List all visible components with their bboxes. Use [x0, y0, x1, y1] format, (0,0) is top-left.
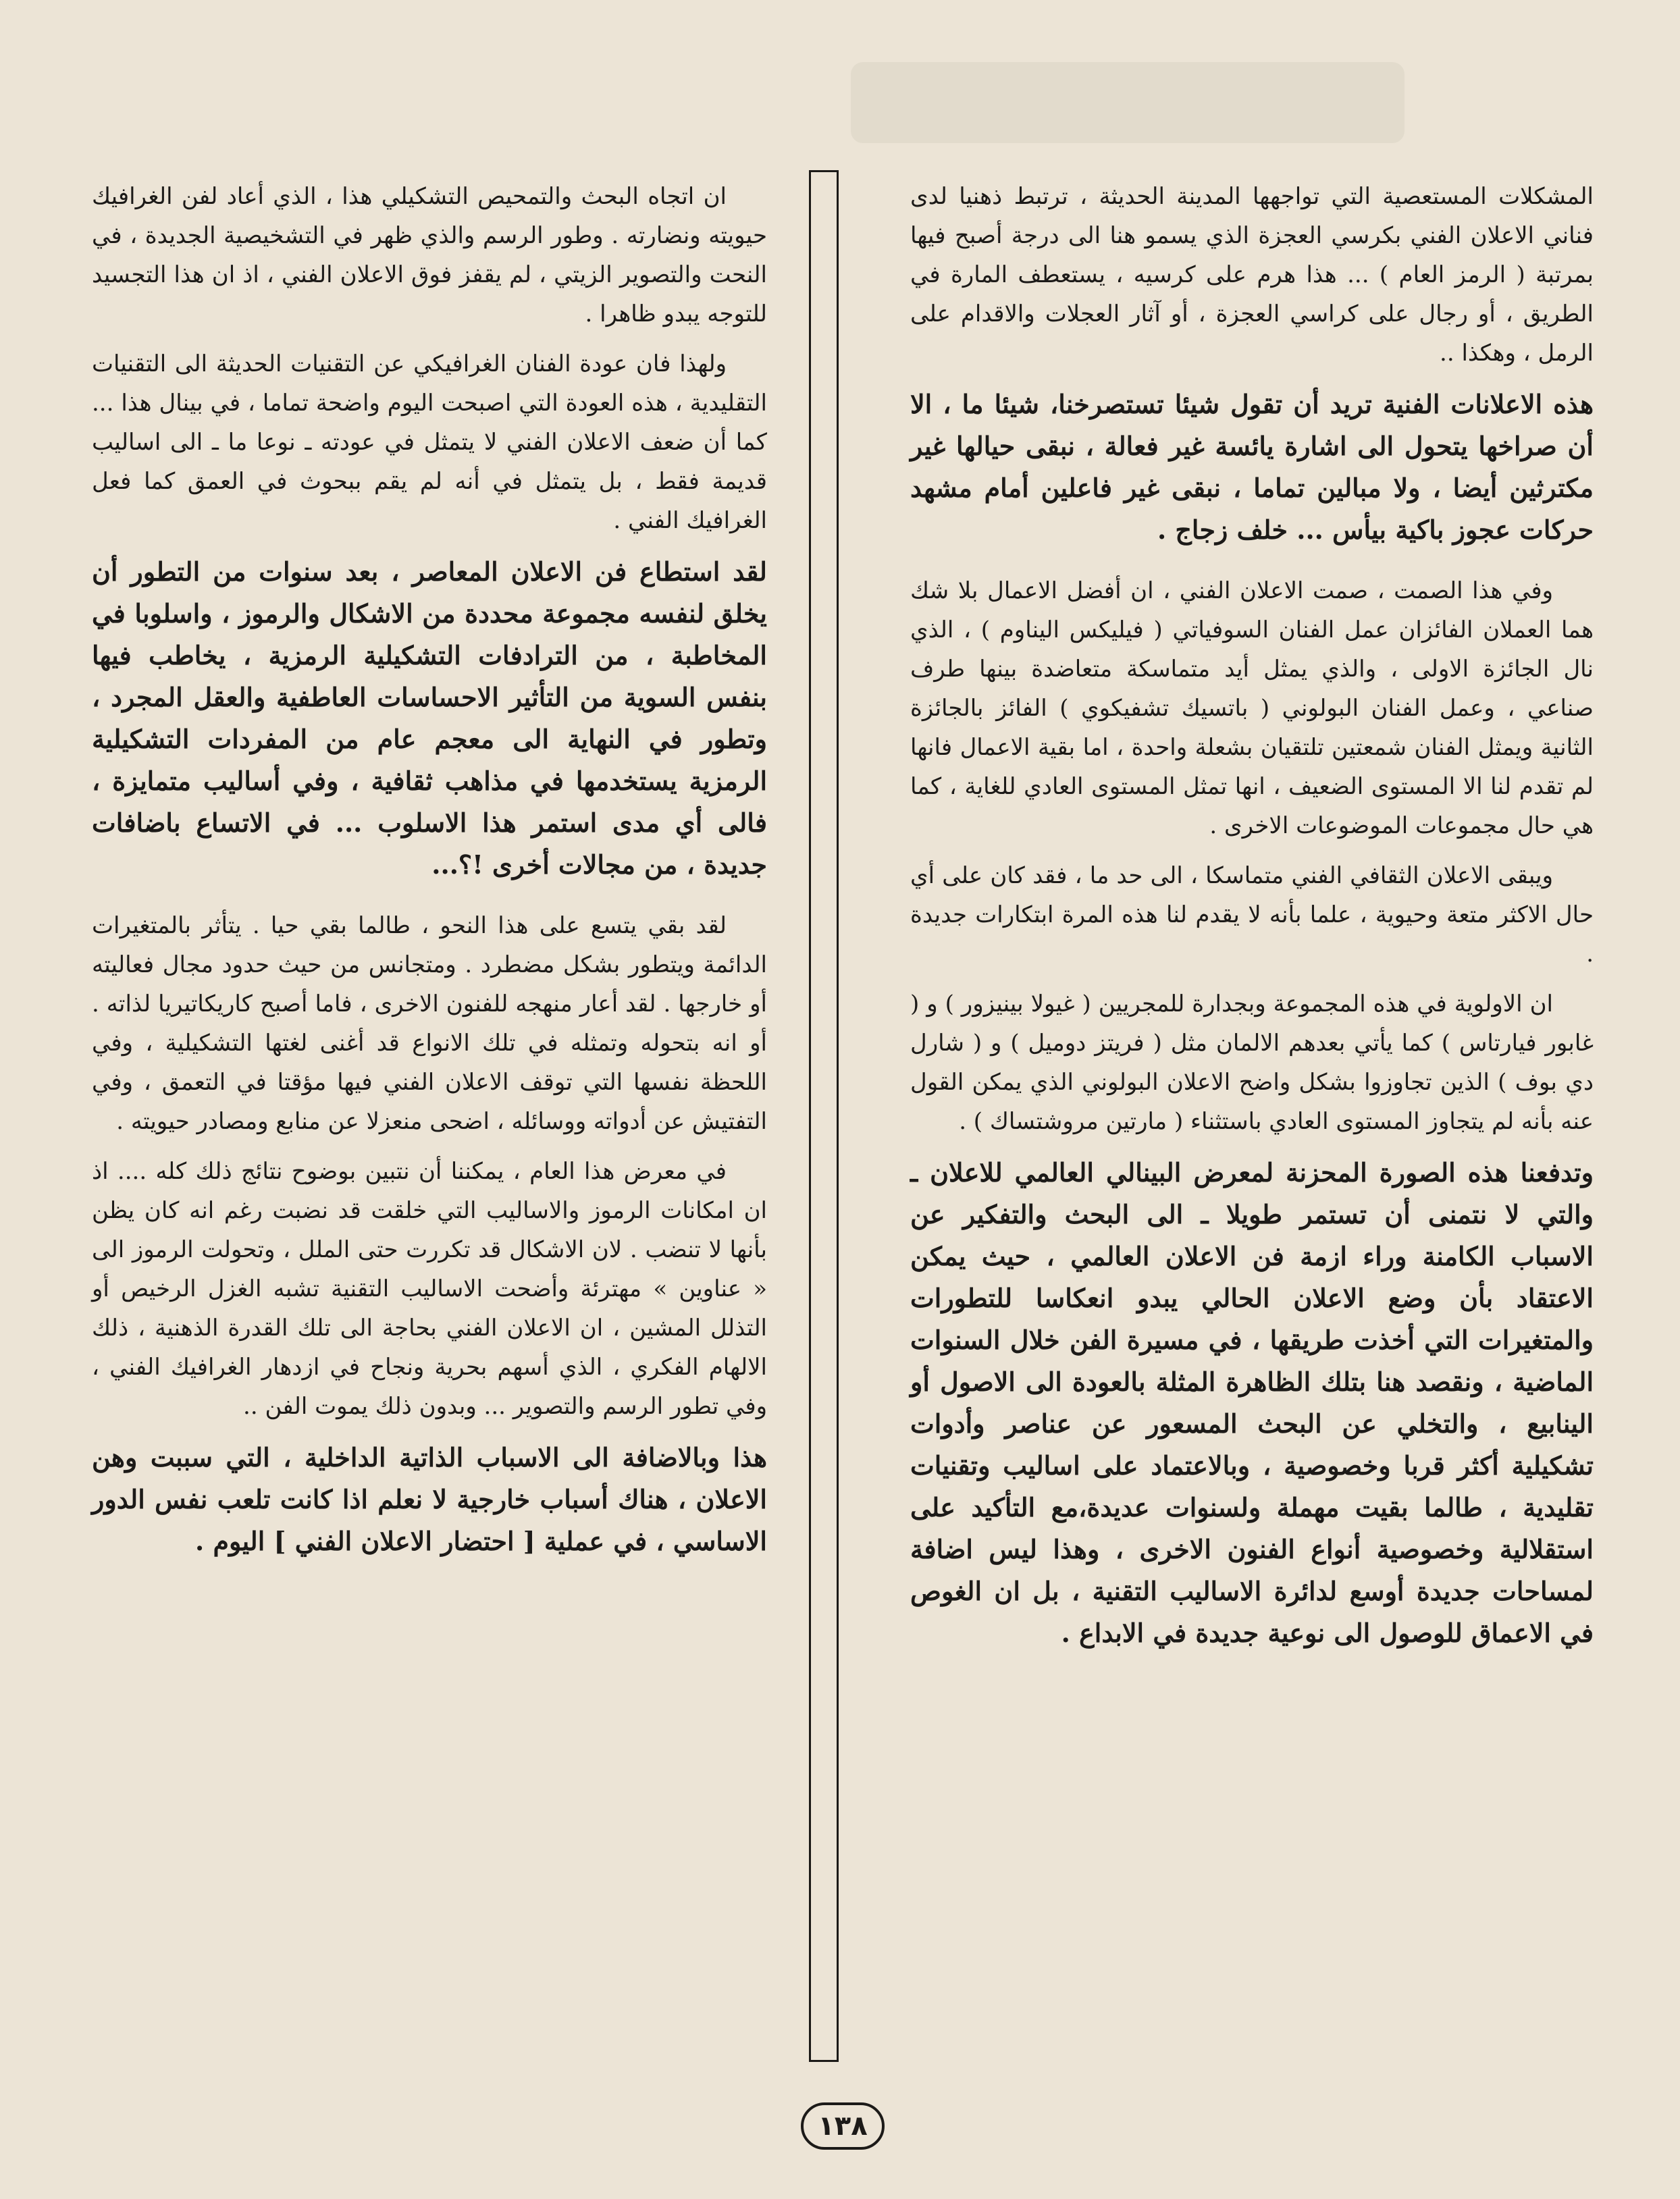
paragraph: وفي هذا الصمت ، صمت الاعلان الفني ، ان أفضل الاعمال بلا شك هما العملان الفائزان عمل الفنان السوفياتي ( فيليكس اليناوم ) ، الذي نال الجائزة الاولى ، والذي يمثل أيد متماسكة متعاضدة بينها طرف صناعي ، وعمل الفنان البولوني ( باتسيك تشفيكوي ) الفائز بالجائزة الثانية ويمثل الفنان شمعتين تلتقيان بشعلة واحدة ، اما بقية الاعمال فانها لم تقدم لنا الا المستوى الضعيف ، انها تمثل المستوى العادي للغاية ، كما هي حال مجموعات الموضوعات الاخرى . — [910, 577, 1594, 839]
bold-paragraph: وتدفعنا هذه الصورة المحزنة لمعرض البينالي العالمي للاعلان ـ والتي لا نتمنى أن تستمر طويلا ـ الى البحث والتفكير عن الاسباب الكامنة وراء ازمة فن الاعلان العالمي ، حيث يمكن الاعتقاد بأن وضع الاعلان الحالي يبدو انعكاسا للتطورات والمتغيرات التي أخذت طريقها ، في مسيرة الفن خلال السنوات الماضية ، ونقصد هنا بتلك الظاهرة المثلة بالعودة الى الاصول أو الينابيع ، والتخلي عن البحث المسعور عن عناصر وأدوات تشكيلية أكثر قربا وخصوصية ، وبالاعتماد على اساليب وتقنيات تقليدية ، طالما بقيت مهملة ولسنوات عديدة،مع التأكيد على استقلالية وخصوصية أنواع الفنون الاخرى ، وهذا ليس اضافة لمساحات جديدة أوسع لدائرة الاساليب التقنية ، بل ان الغوص في الاعماق للوصول الى نوعية جديدة في الابداع . — [910, 1157, 1594, 1648]
column-divider — [809, 170, 839, 2062]
bold-paragraph: هذا وبالاضافة الى الاسباب الذاتية الداخلية ، التي سببت وهن الاعلان ، هناك أسباب خارجية لا نعلم اذا كانت تلعب نفس الدور الاساسي ، في عملية [ احتضار الاعلان الفني ] اليوم . — [92, 1442, 767, 1556]
right-column — [910, 177, 1594, 1674]
paragraph: ان اتجاه البحث والتمحيص التشكيلي هذا ، الذي أعاد لفن الغرافيك حيويته ونضارته . وطور الرسم والذي ظهر في التشخيصية الجديدة ، في النحت والتصوير الزيتي ، لم يقفز فوق الاعلان الفني ، اذ ان هذا التجسيد للتوجه يبدو ظاهرا . — [92, 183, 767, 327]
paragraph: ويبقى الاعلان الثقافي الفني متماسكا ، الى حد ما ، فقد كان على أي حال الاكثر متعة وحيوية ، علما بأنه لا يقدم لنا هذه المرة ابتكارات جديدة . — [910, 862, 1594, 968]
left-column — [92, 177, 767, 1583]
bold-paragraph: هذه الاعلانات الفنية تريد أن تقول شيئا تستصرخنا، شيئا ما ، الا أن صراخها يتحول الى اشارة يائسة غير فعالة ، نبقى حيالها غير مكترثين أيضا ، ولا مبالين تماما ، نبقى غير فاعلين أمام مشهد حركات عجوز باكية بيأس ... خلف زجاج . — [910, 389, 1594, 545]
bold-paragraph: لقد استطاع فن الاعلان المعاصر ، بعد سنوات من التطور أن يخلق لنفسه مجموعة محددة من الاشكال والرموز ، واسلوبا في المخاطبة ، من الترادفات التشكيلية الرمزية ، يخاطب فيها بنفس السوية من التأثير الاحساسات العاطفية والعقل المجرد ، وتطور في النهاية الى معجم عام من المفردات التشكيلية الرمزية يستخدمها في مذاهب ثقافية ، وفي أساليب متمايزة ، فالى أي مدى استمر هذا الاسلوب ... في الاتساع باضافات جديدة ، من مجالات أخرى !؟... — [92, 556, 767, 880]
paragraph: لقد بقي يتسع على هذا النحو ، طالما بقي حيا . يتأثر بالمتغيرات الدائمة ويتطور بشكل مضطرد . ومتجانس من حيث حدود مجال فعاليته أو خارجها . لقد أعار منهجه للفنون الاخرى ، فاما أصبح كاريكاتيريا لذاته . أو انه بتحوله وتمثله في تلك الانواع قد أغنى لغتها التشكيلية ، وفي اللحظة نفسها التي توقف الاعلان الفني فيها مؤقتا في التعمق ، وفي التفتيش عن أدواته ووسائله ، اضحى منعزلا عن منابع ومصادر حيويته . — [92, 912, 767, 1135]
paragraph: في معرض هذا العام ، يمكننا أن نتبين بوضوح نتائج ذلك كله .... اذ ان امكانات الرموز والاساليب التي خلقت قد نضبت رغم انه كان يظن بأنها لا تنضب . لان الاشكال قد تكررت حتى الملل ، وتحولت الرموز الى « عناوين » مهترئة وأضحت الاساليب التقنية تشبه الغزل الرخيص أو التذلل المشين ، ان الاعلان الفني بحاجة الى تلك القدرة الذهنية ، ذلك الالهام الفكري ، الذي أسهم بحرية ونجاح في ازدهار الغرافيك الفني ، وفي تطور الرسم والتصوير ... وبدون ذلك يموت الفن .. — [92, 1158, 767, 1420]
show-through-heading — [851, 62, 1405, 143]
paragraph: ان الاولوية في هذه المجموعة وبجدارة للمجريين ( غيولا بينيزور ) و ( غابور فيارتاس ) كما يأتي بعدهم الالمان مثل ( فريتز دوميل ) و ( شارل دي بوف ) الذين تجاوزوا بشكل واضح الاعلان البولوني الذي يمكن القول عنه بأنه لم يتجاوز المستوى العادي باستثناء ( مارتين مروشتساك ) . — [910, 990, 1594, 1135]
page-number: ١٣٨ — [801, 2102, 885, 2150]
paragraph: المشكلات المستعصية التي تواجهها المدينة الحديثة ، ترتبط ذهنيا لدى فناني الاعلان الفني بكرسي العجزة الذي يسمو هنا الى درجة أصبح فيها بمرتبة ( الرمز العام ) ... هذا هرم على كرسيه ، يستعطف المارة في الطريق ، أو رجال على كراسي العجزة ، أو آثار العجلات والاقدام على الرمل ، وهكذا .. — [910, 183, 1594, 367]
paragraph: ولهذا فان عودة الفنان الغرافيكي عن التقنيات الحديثة الى التقنيات التقليدية ، هذه العودة التي اصبحت اليوم واضحة تماما ، في بينال هذا ... كما أن ضعف الاعلان الفني لا يتمثل في عودته ـ نوعا ما ـ الى اساليب قديمة فقط ، بل يتمثل في أنه لم يقم ببحوث في العمق كما فعل الغرافيك الفني . — [92, 350, 767, 534]
